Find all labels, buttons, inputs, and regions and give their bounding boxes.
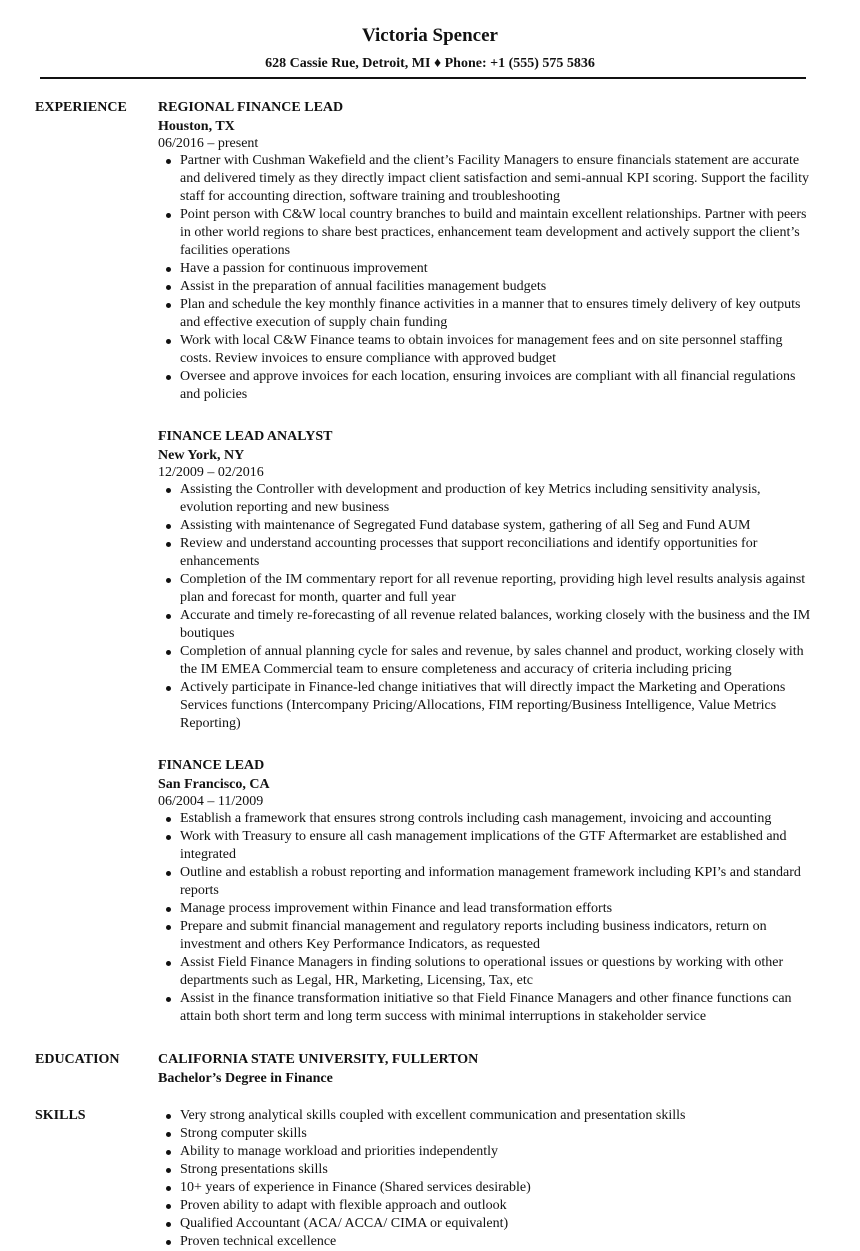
education-body xyxy=(158,1051,813,1088)
job-location: Houston, TX xyxy=(158,119,235,134)
job-bullets xyxy=(158,810,813,1026)
job-bullets xyxy=(158,152,813,404)
skill-item: Proven technical excellence xyxy=(158,1233,813,1251)
candidate-name: Victoria Spencer xyxy=(362,25,498,46)
job-dates: 12/2009 – 02/2016 xyxy=(158,465,264,480)
bullet-item: Oversee and approve invoices for each location, ensuring invoices are compliant with all financial regulations and policies xyxy=(158,368,813,404)
bullet-item: Completion of annual planning cycle for sales and revenue, by sales channel and product, working closely with the IM EMEA Commercial team to ensure completeness and accuracy of criteria including pricing xyxy=(158,643,813,679)
bullet-item: Assisting with maintenance of Segregated Fund database system, gathering of all Seg and Fund AUM xyxy=(158,517,813,535)
bullet-item: Work with local C&W Finance teams to obtain invoices for management fees and on site personnel staffing costs. Review invoices to ensure compliance with approved budget xyxy=(158,332,813,368)
section-label-skills: SKILLS xyxy=(35,1108,86,1123)
job-location: San Francisco, CA xyxy=(158,777,270,792)
skill-item: Strong presentations skills xyxy=(158,1161,813,1179)
bullet-item: Assist in the preparation of annual facilities management budgets xyxy=(158,278,813,296)
resume-header xyxy=(0,24,860,73)
section-label-education: EDUCATION xyxy=(35,1052,120,1067)
bullet-item: Review and understand accounting processes that support reconciliations and identify opportunities for enhancements xyxy=(158,535,813,571)
skills-list xyxy=(158,1107,813,1251)
job-dates: 06/2016 – present xyxy=(158,136,259,151)
skill-item: Strong computer skills xyxy=(158,1125,813,1143)
job-entry xyxy=(158,757,813,1026)
bullet-item: Assisting the Controller with development and production of key Metrics including sensitivity analysis, evolution reporting and new business xyxy=(158,481,813,517)
bullet-item: Establish a framework that ensures strong controls including cash management, invoicing and accounting xyxy=(158,810,813,828)
bullet-item: Assist Field Finance Managers in finding solutions to operational issues or questions by working with other departments such as Legal, HR, Marketing, Licensing, Tax, etc xyxy=(158,954,813,990)
skills-body xyxy=(158,1107,813,1251)
bullet-item: Plan and schedule the key monthly finance activities in a manner that to ensures timely delivery of key outputs and effective execution of supply chain funding xyxy=(158,296,813,332)
bullet-item: Work with Treasury to ensure all cash management implications of the GTF Aftermarket are established and integrated xyxy=(158,828,813,864)
bullet-item: Prepare and submit financial management and regulatory reports including business indicators, return on investment and others Key Performance Indicators, as requested xyxy=(158,918,813,954)
skill-item: 10+ years of experience in Finance (Shared services desirable) xyxy=(158,1179,813,1197)
bullet-item: Assist in the finance transformation initiative so that Field Finance Managers and other finance functions can attain both short term and long term success with minimal interruptions in stakeholder service xyxy=(158,990,813,1026)
skill-item: Qualified Accountant (ACA/ ACCA/ CIMA or equivalent) xyxy=(158,1215,813,1233)
job-dates: 06/2004 – 11/2009 xyxy=(158,794,264,809)
skill-item: Very strong analytical skills coupled with excellent communication and presentation skills xyxy=(158,1107,813,1125)
bullet-item: Partner with Cushman Wakefield and the client’s Facility Managers to ensure financials statement are accurate and delivered timely as they directly impact client satisfaction and semi-annual KPI scoring. Support the facility staff for accounting direction, software training and troubleshooting xyxy=(158,152,813,206)
school-name: CALIFORNIA STATE UNIVERSITY, FULLERTON xyxy=(158,1052,479,1067)
bullet-item: Actively participate in Finance-led change initiatives that will directly impact the Marketing and Operations Services functions (Intercompany Pricing/Allocations, FIM reporting/Business Intelligence, Value Metrics Reporting) xyxy=(158,679,813,733)
bullet-item: Completion of the IM commentary report for all revenue reporting, providing high level results analysis against plan and forecast for month, quarter and full year xyxy=(158,571,813,607)
job-entry xyxy=(158,99,813,404)
bullet-item: Point person with C&W local country branches to build and maintain excellent relationships. Partner with peers in other world regions to share best practices, enhancement team development and actively support the client’s facilities operations xyxy=(158,206,813,260)
job-location: New York, NY xyxy=(158,448,245,463)
job-entry xyxy=(158,428,813,733)
bullet-item: Outline and establish a robust reporting and information management framework including KPI’s and standard reports xyxy=(158,864,813,900)
degree: Bachelor’s Degree in Finance xyxy=(158,1071,333,1086)
job-title: FINANCE LEAD xyxy=(158,758,265,773)
bullet-item: Manage process improvement within Finance and lead transformation efforts xyxy=(158,900,813,918)
experience-list xyxy=(158,99,813,1026)
job-title: FINANCE LEAD ANALYST xyxy=(158,429,333,444)
header-divider xyxy=(40,77,806,79)
skill-item: Ability to manage workload and priorities independently xyxy=(158,1143,813,1161)
contact-line: 628 Cassie Rue, Detroit, MI ♦ Phone: +1 (555) 575 5836 xyxy=(265,56,595,71)
job-bullets xyxy=(158,481,813,733)
job-title: REGIONAL FINANCE LEAD xyxy=(158,100,344,115)
skill-item: Proven ability to adapt with flexible approach and outlook xyxy=(158,1197,813,1215)
section-label-experience: EXPERIENCE xyxy=(35,100,127,115)
bullet-item: Accurate and timely re-forecasting of all revenue related balances, working closely with the business and the IM boutiques xyxy=(158,607,813,643)
bullet-item: Have a passion for continuous improvement xyxy=(158,260,813,278)
